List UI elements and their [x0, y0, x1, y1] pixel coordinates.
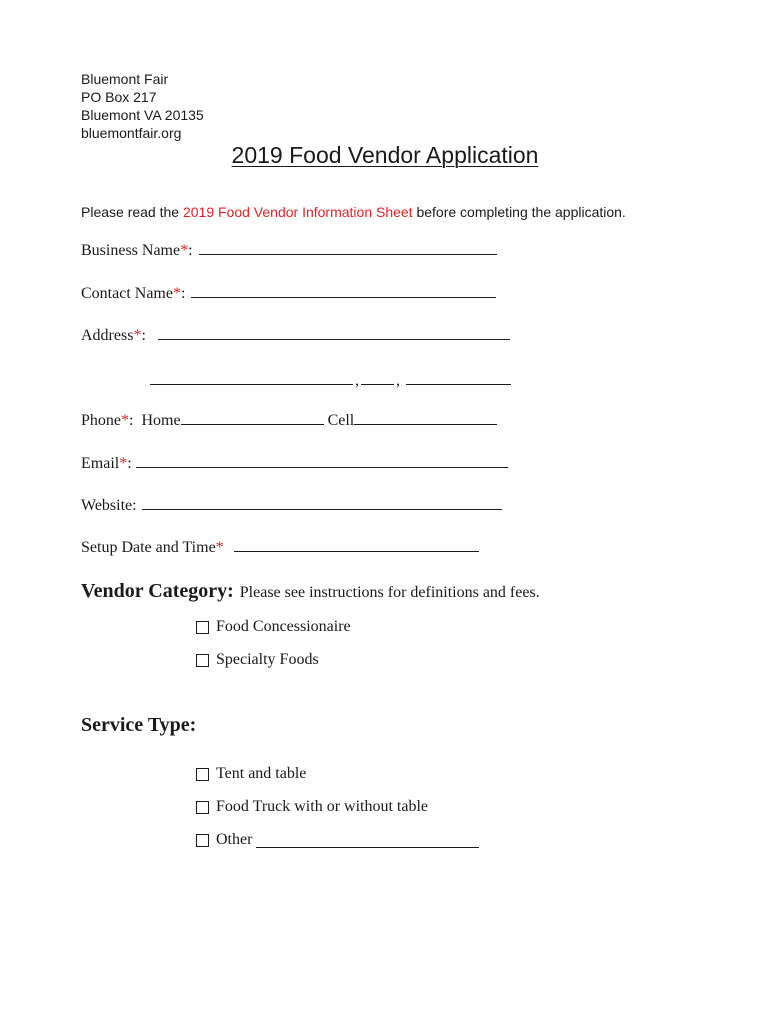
vendor-category-heading — [81, 580, 540, 603]
checkbox-icon[interactable] — [196, 654, 209, 667]
website-label: Website: — [81, 497, 137, 514]
contact-name-row — [81, 283, 496, 303]
option-specialty-foods[interactable] — [196, 651, 319, 669]
required-star: * — [121, 412, 129, 429]
phone-label: Phone — [81, 412, 121, 429]
street-address-field[interactable] — [158, 325, 510, 340]
option-food-concessionaire[interactable] — [196, 618, 351, 636]
cell-label: Cell — [327, 412, 355, 429]
label-colon: : — [141, 327, 146, 344]
label-colon: : — [127, 455, 132, 472]
checkbox-icon[interactable] — [196, 621, 209, 634]
setup-row — [81, 537, 479, 557]
city-field[interactable] — [150, 370, 353, 385]
label-colon: : — [188, 242, 193, 259]
option-label: Tent and table — [216, 765, 307, 782]
separator-comma: , — [396, 372, 400, 389]
intro-text — [81, 204, 626, 220]
option-label: Food Truck with or without table — [216, 798, 429, 815]
vendor-category-title: Vendor Category: — [81, 580, 234, 602]
other-service-field[interactable] — [256, 833, 479, 848]
vendor-category-note: Please see instructions for definitions and fees. — [239, 584, 540, 601]
po-box: PO Box 217 — [81, 89, 157, 105]
phone-row — [81, 410, 497, 430]
option-label: Other — [216, 831, 253, 848]
business-name-row — [81, 240, 497, 260]
zip-field[interactable] — [406, 370, 511, 385]
contact-name-label: Contact Name — [81, 285, 173, 302]
option-other[interactable] — [196, 831, 479, 849]
separator-comma: , — [355, 372, 359, 389]
checkbox-icon[interactable] — [196, 801, 209, 814]
org-name: Bluemont Fair — [81, 71, 169, 87]
home-label: Home — [141, 412, 181, 429]
checkbox-icon[interactable] — [196, 834, 209, 847]
option-food-truck[interactable] — [196, 798, 428, 816]
business-name-field[interactable] — [199, 240, 497, 255]
required-star: * — [172, 285, 181, 302]
setup-label: Setup Date and Time — [81, 539, 216, 556]
city-line: Bluemont VA 20135 — [81, 107, 204, 123]
option-label: Specialty Foods — [216, 651, 319, 668]
checkbox-icon[interactable] — [196, 768, 209, 781]
home-phone-field[interactable] — [181, 410, 324, 425]
org-website: bluemontfair.org — [81, 125, 182, 141]
email-field[interactable] — [136, 453, 508, 468]
option-tent-and-table[interactable] — [196, 765, 306, 783]
email-label: Email — [81, 455, 120, 472]
required-star: * — [119, 455, 128, 472]
setup-date-time-field[interactable] — [234, 537, 479, 552]
website-field[interactable] — [142, 495, 502, 510]
intro-suffix: before completing the application. — [412, 204, 626, 220]
label-colon: : — [180, 285, 186, 302]
label-colon: : — [129, 412, 134, 429]
info-sheet-link[interactable]: 2019 Food Vendor Information Sheet — [182, 204, 413, 220]
required-star: * — [180, 242, 189, 259]
service-type-heading: Service Type: — [81, 714, 197, 736]
option-label: Food Concessionaire — [216, 618, 351, 635]
required-star: * — [133, 327, 142, 344]
intro-prefix: Please read the — [81, 204, 183, 220]
city-state-zip-row — [150, 370, 511, 390]
address-row — [81, 325, 510, 345]
page-title: 2019 Food Vendor Application — [231, 142, 539, 168]
website-row — [81, 495, 502, 515]
state-field[interactable] — [361, 370, 394, 385]
cell-phone-field[interactable] — [354, 410, 497, 425]
address-label: Address — [81, 327, 134, 344]
contact-name-field[interactable] — [191, 283, 496, 298]
organization-address — [81, 70, 204, 142]
required-star: * — [215, 539, 224, 556]
email-row — [81, 453, 508, 473]
business-name-label: Business Name — [81, 242, 181, 259]
